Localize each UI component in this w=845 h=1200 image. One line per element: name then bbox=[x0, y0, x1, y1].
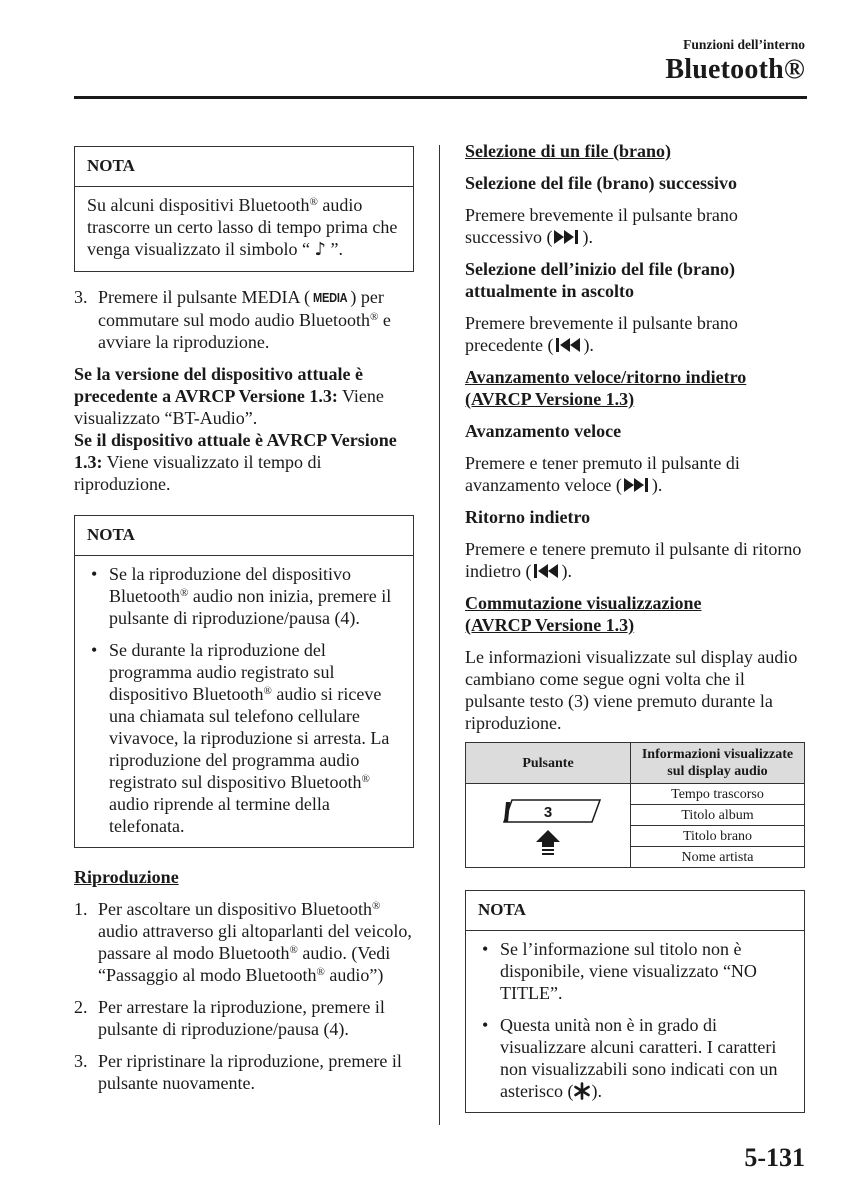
paragraph: Premere brevemente il pulsante brano successivo ( ). bbox=[465, 205, 738, 247]
arrow-up-icon bbox=[536, 830, 560, 855]
table-row bbox=[466, 784, 805, 805]
text-button-label: 3 bbox=[543, 804, 553, 821]
note-box bbox=[74, 146, 414, 272]
paragraph: Premere e tenere premuto il pulsante di ritorno indietro ( ). bbox=[465, 539, 802, 581]
step-number: 3. bbox=[74, 287, 88, 307]
step-number: 2. bbox=[74, 997, 88, 1017]
table-cell: Tempo trascorso bbox=[631, 784, 805, 805]
note-list-item: • Se la riproduzione del dispositivo Bluetooth® audio non inizia, premere il pulsante di riproduzione/pausa (4). bbox=[87, 563, 401, 629]
previous-track-icon bbox=[553, 337, 583, 353]
button-cell bbox=[466, 784, 631, 868]
step-item: 2. Per arrestare la riproduzione, premere il pulsante di riproduzione/pausa (4). bbox=[74, 997, 385, 1039]
paragraph: Premere brevemente il pulsante brano precedente ( ). bbox=[465, 313, 738, 355]
subheading: Selezione del file (brano) successivo bbox=[465, 173, 737, 193]
left-column bbox=[74, 146, 414, 1104]
note-list-item: • Se l’informazione sul titolo non è disponibile, viene visualizzato “NO TITLE”. bbox=[478, 938, 792, 1004]
display-info-table bbox=[465, 742, 805, 868]
note-title: NOTA bbox=[75, 147, 413, 187]
section-heading: Avanzamento veloce/ritorno indietro bbox=[465, 367, 747, 387]
column-divider bbox=[439, 145, 440, 1125]
version-new-paragraph: Se il dispositivo attuale è AVRCP Versione 1.3: Viene visualizzato il tempo di riproduzione. bbox=[74, 430, 397, 494]
note-list bbox=[478, 938, 792, 1102]
right-column bbox=[465, 140, 805, 1123]
page-number: 5-131 bbox=[744, 1143, 805, 1172]
steps-list bbox=[74, 286, 414, 353]
section-heading: (AVRCP Versione 1.3) bbox=[465, 615, 635, 635]
step-number: 3. bbox=[74, 1051, 88, 1071]
subheading: Avanzamento veloce bbox=[465, 421, 622, 441]
paragraph: Premere e tener premuto il pulsante di avanzamento veloce ( ). bbox=[465, 453, 740, 495]
table-cell: Nome artista bbox=[631, 847, 805, 868]
table-header: Pulsante bbox=[466, 743, 631, 784]
text-button-icon bbox=[466, 784, 630, 862]
next-track-icon bbox=[552, 229, 582, 245]
step-item: 3. Per ripristinare la riproduzione, premere il pulsante nuovamente. bbox=[74, 1051, 402, 1093]
table-header-row bbox=[466, 743, 805, 784]
note-title: NOTA bbox=[75, 516, 413, 556]
media-button-icon: MEDIA bbox=[312, 290, 348, 305]
version-old-paragraph: Se la versione del dispositivo attuale è precedente a AVRCP Versione 1.3: Viene visualizzato “BT-Audio”. bbox=[74, 364, 384, 428]
section-heading: Commutazione visualizzazione bbox=[465, 593, 702, 613]
note-body bbox=[75, 187, 413, 271]
section-heading: Selezione di un file (brano) bbox=[465, 141, 671, 161]
section-heading: (AVRCP Versione 1.3) bbox=[465, 389, 635, 409]
next-track-icon bbox=[622, 477, 652, 493]
previous-track-icon bbox=[531, 563, 561, 579]
page-title: Bluetooth® bbox=[665, 54, 805, 85]
paragraph: Le informazioni visualizzate sul display audio cambiano come segue ogni volta che il pulsante testo (3) viene premuto durante la riproduzione. bbox=[465, 647, 798, 733]
note-box bbox=[465, 890, 805, 1113]
note-title: NOTA bbox=[466, 891, 804, 931]
section-heading: Riproduzione bbox=[74, 867, 179, 887]
step-item: 1. Per ascoltare un dispositivo Bluetooth® audio attraverso gli altoparlanti del veicolo, passare al modo Bluetooth® audio. (Vedi “Passaggio al modo Bluetooth® audio”) bbox=[74, 899, 412, 985]
note-list-item: • Questa unità non è in grado di visualizzare alcuni caratteri. I caratteri non visualizzabili sono indicati con un asterisco ( ). bbox=[478, 1014, 792, 1102]
step-number: 1. bbox=[74, 899, 88, 919]
subheading: Selezione dell’inizio del file (brano) attualmente in ascolto bbox=[465, 259, 735, 301]
note-list bbox=[87, 563, 401, 837]
note-text: Su alcuni dispositivi Bluetooth® audio trascorre un certo lasso di tempo prima che venga visualizzato il simbolo “ ♪ ”. bbox=[87, 195, 398, 260]
table-header: Informazioni visualizzate sul display audio bbox=[631, 743, 805, 784]
subheading: Ritorno indietro bbox=[465, 507, 591, 527]
table-cell: Titolo album bbox=[631, 805, 805, 826]
note-box bbox=[74, 515, 414, 848]
table-cell: Titolo brano bbox=[631, 826, 805, 847]
header-rule bbox=[74, 96, 807, 99]
note-body bbox=[466, 931, 804, 1112]
steps-list bbox=[74, 898, 414, 1094]
note-body bbox=[75, 556, 413, 847]
step-item: 3. Premere il pulsante MEDIA ( MEDIA ) per commutare sul modo audio Bluetooth® e avviare la riproduzione. bbox=[74, 287, 391, 352]
section-label: Funzioni dell’interno bbox=[683, 37, 805, 52]
music-note-icon: ♪ bbox=[314, 239, 326, 260]
note-list-item: • Se durante la riproduzione del programma audio registrato sul dispositivo Bluetooth® audio si riceve una chiamata sul telefono cellulare vivavoce, la riproduzione si arresta. La riproduzione del programma audio registrato sul dispositivo Bluetooth® audio riprende al termine della telefonata. bbox=[87, 639, 401, 837]
asterisk-icon bbox=[573, 1082, 591, 1100]
